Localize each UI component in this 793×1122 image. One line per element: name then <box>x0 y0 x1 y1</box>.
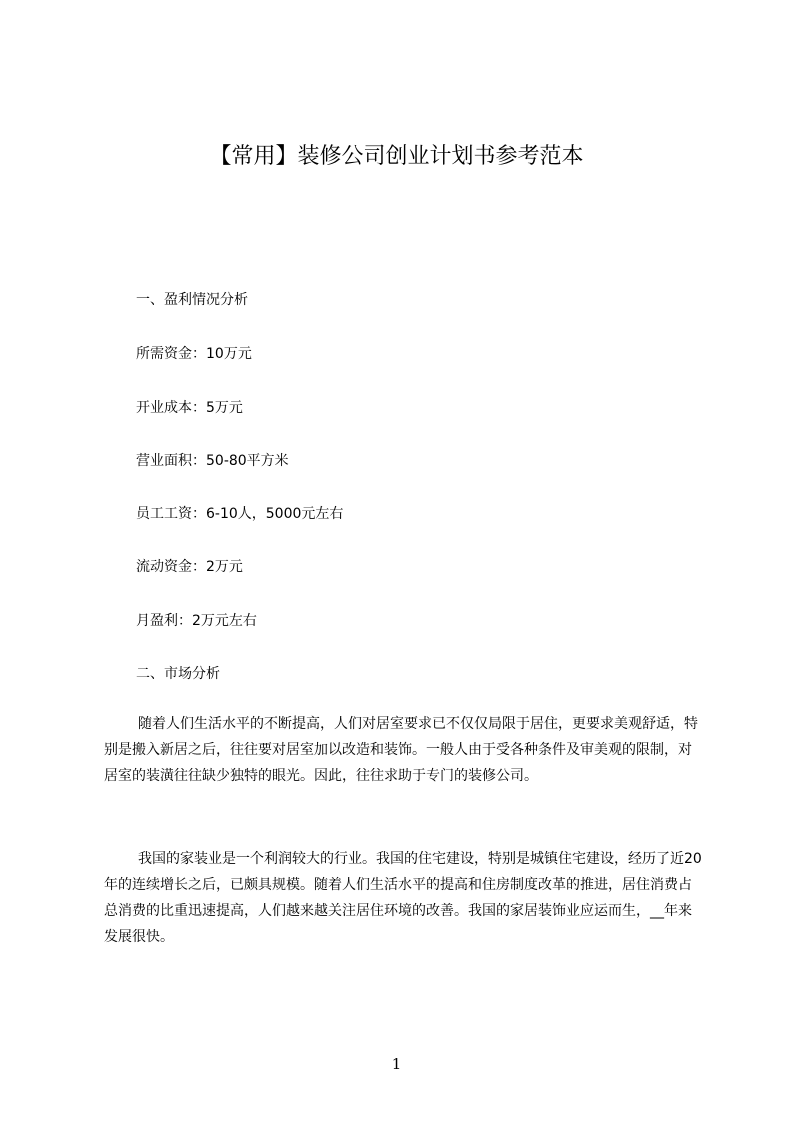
list-item-area: 营业面积：50-80平方米 <box>136 453 289 469</box>
document-title: 【常用】装修公司创业计划书参考范本 <box>209 144 584 169</box>
section-heading-profit: 一、盈利情况分析 <box>136 292 248 308</box>
list-item-staff-wages: 员工工资：6-10人，5000元左右 <box>136 506 344 522</box>
list-item-opening-cost: 开业成本：5万元 <box>136 400 243 416</box>
paragraph-market-1: 随着人们生活水平的不断提高，人们对居室要求已不仅仅局限于居住，更要求美观舒适，特别是搬入新居之后，往往要对居室加以改造和装饰。一般人由于受各种条件及审美观的限制，对居室的装潢往往缺少独特的眼光。因此，往往求助于专门的装修公司。 <box>104 716 698 784</box>
page-number: 1 <box>391 1055 402 1073</box>
list-item-funds: 所需资金：10万元 <box>136 346 252 362</box>
list-item-working-capital: 流动资金：2万元 <box>136 559 243 575</box>
list-item-monthly-profit: 月盈利：2万元左右 <box>136 613 257 629</box>
paragraph-market-2: 我国的家装业是一个利润较大的行业。我国的住宅建设，特别是城镇住宅建设，经历了近20年的连续增长之后，已颇具规模。随着人们生活水平的提高和住房制度改革的推进，居住消费占总消费的比重迅速提高，人们越来越关注居住环境的改善。我国的家居装饰业应运而生，__年来发展很快。 <box>104 851 702 945</box>
section-heading-market: 二、市场分析 <box>136 666 220 682</box>
